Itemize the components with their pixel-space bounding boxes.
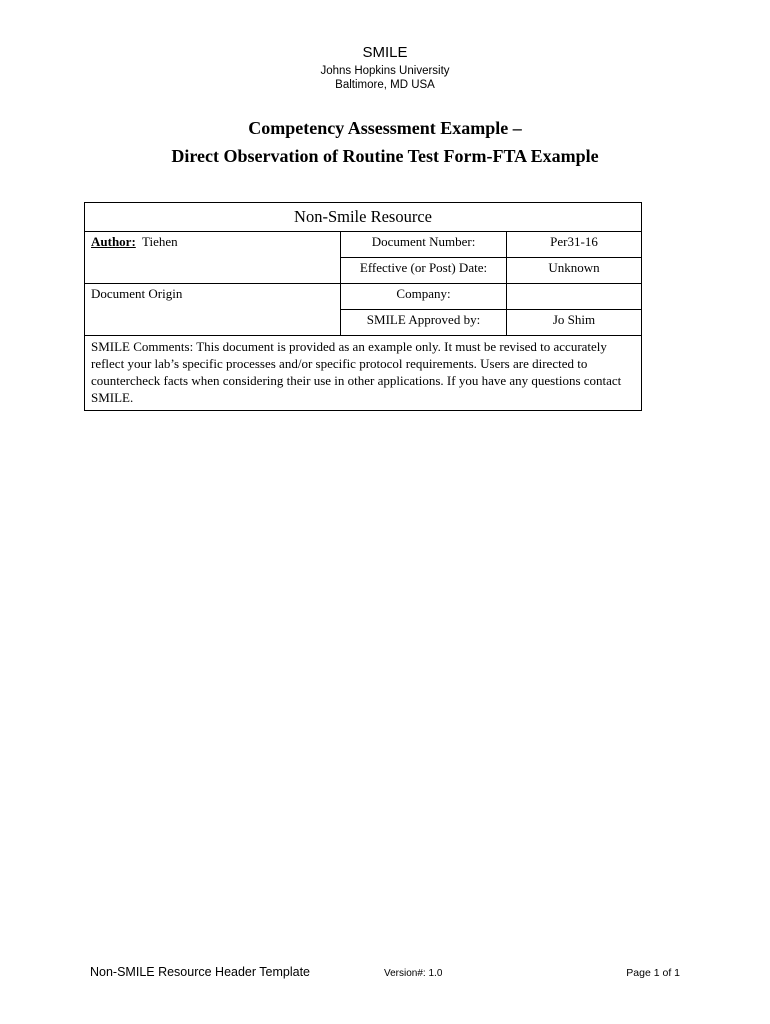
document-title-line1: Competency Assessment Example – — [248, 118, 522, 138]
smile-comments: SMILE Comments: This document is provided as an example only. It must be revised to accurately reflect your lab’s specific processes and/or specific protocol requirements. Users are directed to countercheck facts when considering their use in other applications. If you have any questions contact SMILE. — [85, 336, 642, 411]
table-heading-row — [85, 203, 642, 232]
org-name: SMILE — [362, 44, 408, 61]
doc-number-value: Per31-16 — [507, 232, 642, 258]
company-label: Company: — [341, 284, 507, 310]
author-cell — [85, 232, 341, 284]
org-university: Johns Hopkins University — [320, 65, 450, 77]
table-row — [85, 232, 642, 258]
footer-page-number: Page 1 of 1 — [626, 967, 680, 979]
org-location: Baltimore, MD USA — [335, 79, 435, 91]
table-heading: Non-Smile Resource — [85, 203, 642, 232]
footer-version: Version#: 1.0 — [384, 968, 443, 979]
doc-number-label: Document Number: — [341, 232, 507, 258]
resource-info-table — [84, 202, 642, 411]
document-title-line2: Direct Observation of Routine Test Form-FTA Example — [171, 146, 599, 166]
effective-date-value: Unknown — [507, 258, 642, 284]
approved-by-label: SMILE Approved by: — [341, 310, 507, 336]
company-value — [507, 284, 642, 310]
author-value: Tiehen — [142, 234, 178, 249]
table-row — [85, 336, 642, 411]
author-label: Author: — [91, 234, 136, 249]
document-origin-label: Document Origin — [85, 284, 341, 336]
effective-date-label: Effective (or Post) Date: — [341, 258, 507, 284]
table-row — [85, 284, 642, 310]
approved-by-value: Jo Shim — [507, 310, 642, 336]
footer-template-name: Non-SMILE Resource Header Template — [90, 965, 311, 979]
